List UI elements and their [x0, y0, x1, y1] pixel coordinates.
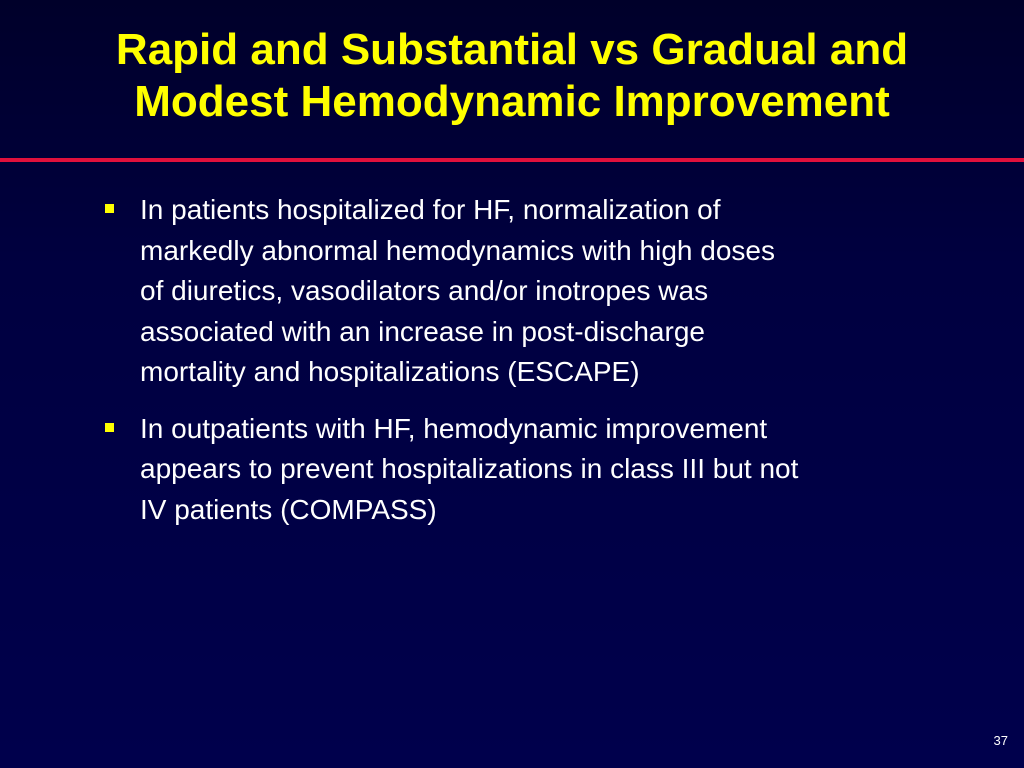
- square-bullet-icon: [105, 204, 114, 213]
- bullet-text-line: markedly abnormal hemodynamics with high doses: [140, 234, 775, 266]
- bullet-item-compass: [100, 409, 960, 531]
- slide-title: [0, 24, 1024, 128]
- slide-title-line-1: Rapid and Substantial vs Gradual and: [115, 25, 909, 74]
- square-bullet-icon: [105, 423, 114, 432]
- bullet-text-line: associated with an increase in post-discharge: [140, 315, 705, 347]
- title-divider: [0, 158, 1024, 162]
- bullet-text-line: In patients hospitalized for HF, normalization of: [140, 194, 721, 225]
- bullet-item-escape: [100, 190, 960, 393]
- bullet-text-line: In outpatients with HF, hemodynamic improvement: [140, 412, 768, 444]
- bullet-list: [100, 190, 960, 546]
- bullet-text-line: appears to prevent hospitalizations in class III but not: [140, 453, 799, 484]
- bullet-text-line: of diuretics, vasodilators and/or inotropes was: [140, 275, 709, 306]
- bullet-text-line: mortality and hospitalizations (ESCAPE): [140, 356, 640, 387]
- slide-title-line-2: Modest Hemodynamic Improvement: [134, 77, 890, 126]
- page-number: 37: [993, 733, 1008, 748]
- bullet-text-line: IV patients (COMPASS): [140, 493, 437, 525]
